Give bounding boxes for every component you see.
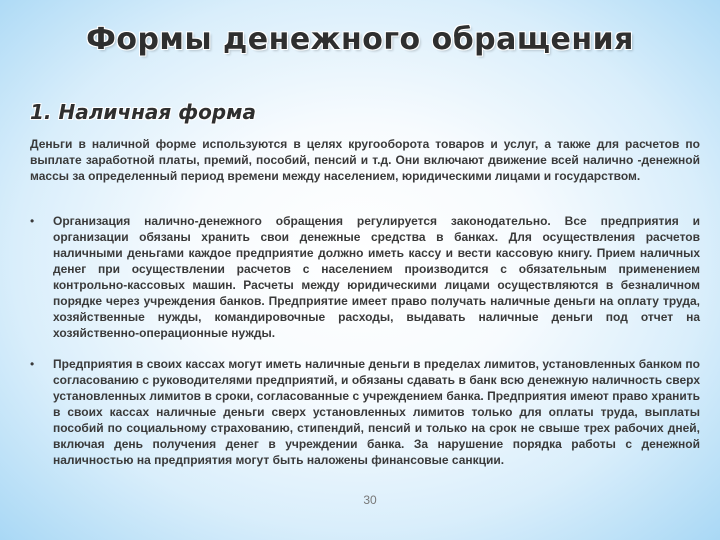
bullet-icon: • <box>30 214 35 228</box>
intro-paragraph: Деньги в наличной форме используются в целях кругооборота товаров и услуг, а также для расчетов по выплате заработной платы, премий, пособий, пенсий и т.д. Они включают движение всей налично -денежной массы за определенный период времени между населением, юридическими лицами и государством. <box>30 137 700 183</box>
slide-title: Формы денежного обращения <box>86 22 634 57</box>
bullet-item <box>30 356 700 468</box>
page-number: 30 <box>363 493 377 507</box>
bullet-text: Предприятия в своих кассах могут иметь наличные деньги в пределах лимитов, установленных банком по согласованию с руководителями предприятий, и обязаны сдавать в банк всю денежную наличность сверх установленных лимитов в сроки, согласованные с учреждением банка. Предприятия имеют право хранить в своих кассах наличные деньги сверх установленных лимитов только для оплаты труда, выплаты пособий по социальному страхованию, стипендий, пенсий и только на срок не свыше трех рабочих дней, включая день получения денег в учреждении банка. За нарушение порядка работы с денежной наличностью на предприятия могут быть наложены финансовые санкции. <box>53 357 700 467</box>
bullet-item <box>30 213 700 341</box>
section-heading: 1. Наличная форма <box>30 100 256 124</box>
bullet-text: Организация налично-денежного обращения регулируется законодательно. Все предприятия и организации обязаны хранить свои денежные средства в банках. Для осуществления расчетов наличными деньгами каждое предприятие должно иметь кассу и вести кассовую книгу. Прием наличных денег при осуществлении расчетов с населением производится с обязательным применением контрольно-кассовых машин. Расчеты между юридическими лицами осуществляются в безналичном порядке через учреждения банков. Предприятие имеет право получать наличные деньги на оплату труда, хозяйственные нужды, командировочные расходы, выдавать наличные деньги под отчет на хозяйственно-операционные нужды. <box>53 214 700 340</box>
bullet-icon: • <box>30 357 35 371</box>
bullet-list <box>30 213 700 483</box>
